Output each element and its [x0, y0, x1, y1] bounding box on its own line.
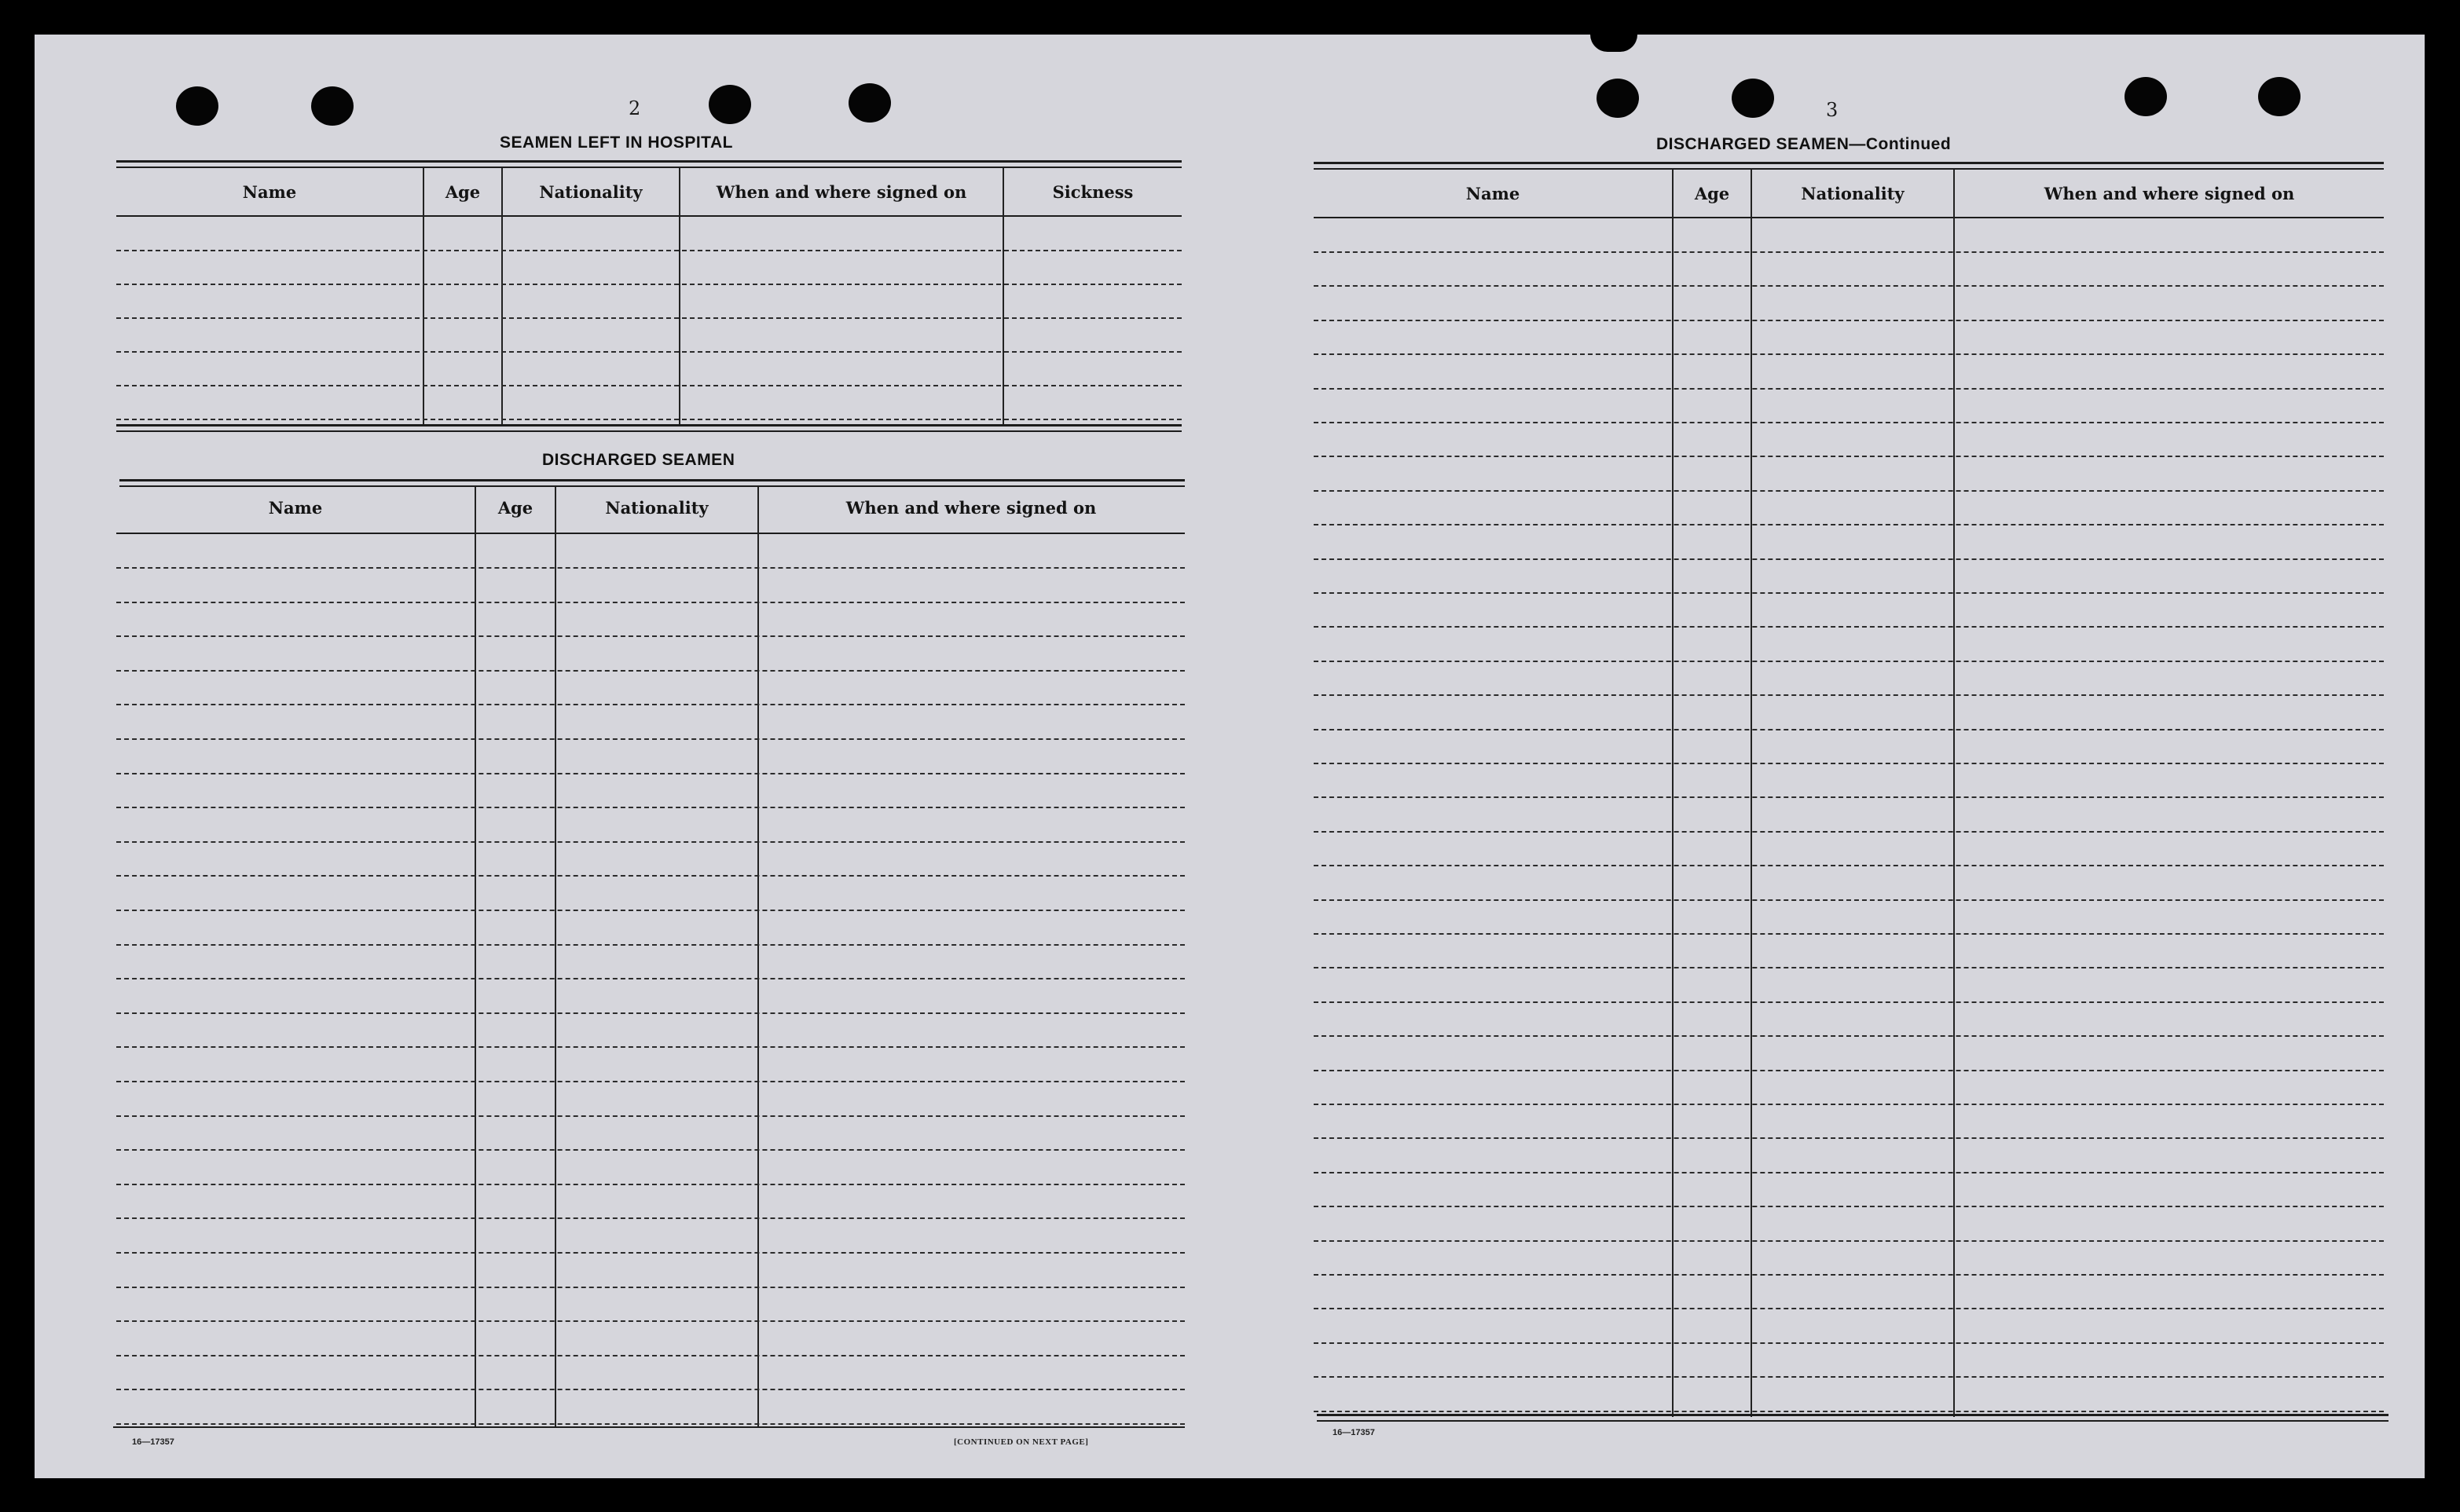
punch-hole	[1597, 79, 1639, 118]
continued-bottom-rule	[1317, 1414, 2389, 1416]
table-row-line	[1314, 865, 2384, 866]
table-row-line	[1314, 422, 2384, 423]
page-number-left: 2	[629, 97, 641, 119]
table-row-line	[1314, 1070, 2384, 1071]
table-row-line	[116, 738, 1185, 740]
table-row-line	[116, 284, 1182, 285]
table-row-line	[116, 875, 1185, 877]
discharged-top-rule	[119, 479, 1185, 481]
section-title-hospital: SEAMEN LEFT IN HOSPITAL	[500, 134, 733, 152]
continued-note: [CONTINUED ON NEXT PAGE]	[954, 1437, 1089, 1447]
table-row-line	[116, 1217, 1185, 1219]
hospital-bottom-rule-2	[116, 430, 1182, 432]
table-row-line	[116, 419, 1182, 420]
table-row-line	[116, 1081, 1185, 1082]
table-row-line	[1314, 1342, 2384, 1344]
hospital-col-when-where: When and where signed on	[716, 182, 967, 202]
hospital-col-name: Name	[242, 182, 297, 202]
table-row-line	[1314, 796, 2384, 798]
table-row-line	[116, 351, 1182, 353]
table-row-line	[116, 670, 1185, 672]
table-row-line	[1314, 1376, 2384, 1378]
table-row-line	[1314, 353, 2384, 355]
continued-col-when-where: When and where signed on	[2044, 184, 2295, 203]
punch-hole	[176, 86, 218, 126]
discharged-col-name: Name	[268, 498, 323, 518]
table-row-line	[1314, 626, 2384, 628]
table-row-line	[116, 1184, 1185, 1185]
discharged-col-nationality: Nationality	[605, 498, 709, 518]
table-row-line	[116, 773, 1185, 774]
table-row-line	[116, 841, 1185, 843]
table-row-line	[1314, 1001, 2384, 1003]
continued-col-name: Name	[1465, 184, 1520, 203]
section-title-discharged-continued: DISCHARGED SEAMEN—Continued	[1656, 135, 1952, 153]
table-row-line	[1314, 558, 2384, 560]
table-row-line	[116, 635, 1185, 637]
table-row-line	[1314, 899, 2384, 901]
discharged-bottom-rule	[113, 1426, 1185, 1428]
hospital-bottom-rule	[116, 424, 1182, 427]
continued-top-rule-2	[1314, 168, 2384, 170]
continued-col-nationality: Nationality	[1801, 184, 1905, 203]
hospital-col-divider	[679, 168, 680, 426]
table-row-line	[116, 1012, 1185, 1014]
paper-tear	[1590, 35, 1637, 52]
punch-hole	[709, 85, 751, 124]
table-row-line	[1314, 1137, 2384, 1139]
continued-header-rule	[1314, 217, 2384, 218]
form-code-left: 16—17357	[132, 1437, 174, 1447]
table-row-line	[1314, 320, 2384, 321]
table-row-line	[1314, 933, 2384, 935]
table-row-line	[116, 602, 1185, 603]
table-row-line	[116, 385, 1182, 386]
table-row-line	[116, 910, 1185, 911]
table-row-line	[1314, 729, 2384, 730]
punch-hole	[2125, 77, 2167, 116]
discharged-col-when-where: When and where signed on	[845, 498, 1097, 518]
table-row-line	[1314, 1240, 2384, 1242]
continued-col-age: Age	[1694, 184, 1730, 203]
table-row-line	[116, 567, 1185, 569]
table-row-line	[1314, 1206, 2384, 1207]
table-row-line	[1314, 967, 2384, 968]
hospital-col-divider	[1003, 168, 1004, 426]
table-row-line	[116, 1252, 1185, 1254]
table-row-line	[1314, 592, 2384, 594]
table-row-line	[116, 1320, 1185, 1322]
discharged-col-age: Age	[497, 498, 533, 518]
punch-hole	[2258, 77, 2301, 116]
table-row-line	[116, 1287, 1185, 1288]
table-row-line	[1314, 388, 2384, 390]
table-row-line	[116, 1149, 1185, 1151]
table-row-line	[116, 944, 1185, 946]
discharged-top-rule-2	[119, 485, 1185, 487]
page-number-right: 3	[1826, 99, 1839, 121]
form-code-right: 16—17357	[1333, 1428, 1375, 1437]
section-title-discharged: DISCHARGED SEAMEN	[542, 451, 735, 469]
hospital-col-divider	[423, 168, 424, 426]
table-row-line	[116, 250, 1182, 251]
hospital-col-age: Age	[445, 182, 481, 202]
continued-col-divider	[1953, 170, 1955, 1417]
hospital-top-rule-2	[116, 167, 1182, 168]
table-row-line	[1314, 251, 2384, 253]
punch-hole	[311, 86, 354, 126]
table-row-line	[1314, 456, 2384, 457]
table-row-line	[1314, 1411, 2384, 1412]
form-sheet	[35, 35, 2425, 1478]
table-row-line	[116, 807, 1185, 808]
table-row-line	[1314, 490, 2384, 492]
table-row-line	[116, 1389, 1185, 1390]
hospital-header-rule	[116, 215, 1182, 217]
continued-top-rule	[1314, 162, 2384, 164]
table-row-line	[116, 1115, 1185, 1117]
table-row-line	[116, 1423, 1185, 1425]
continued-col-divider	[1672, 170, 1674, 1417]
continued-bottom-rule-2	[1317, 1420, 2389, 1422]
table-row-line	[116, 317, 1182, 319]
table-row-line	[1314, 763, 2384, 764]
table-row-line	[1314, 285, 2384, 287]
table-row-line	[1314, 1274, 2384, 1276]
punch-hole	[1732, 79, 1774, 118]
punch-hole	[849, 83, 891, 123]
hospital-col-nationality: Nationality	[539, 182, 643, 202]
hospital-top-rule	[116, 160, 1182, 163]
table-row-line	[1314, 524, 2384, 525]
table-row-line	[116, 704, 1185, 705]
table-row-line	[1314, 831, 2384, 833]
hospital-col-divider	[501, 168, 503, 426]
table-row-line	[1314, 694, 2384, 696]
table-row-line	[116, 1046, 1185, 1048]
table-row-line	[1314, 1308, 2384, 1309]
table-row-line	[116, 1355, 1185, 1356]
continued-col-divider	[1751, 170, 1752, 1417]
table-row-line	[116, 978, 1185, 979]
table-row-line	[1314, 1104, 2384, 1105]
discharged-header-rule	[116, 533, 1185, 534]
table-row-line	[1314, 1172, 2384, 1173]
hospital-col-sickness: Sickness	[1052, 182, 1134, 202]
table-row-line	[1314, 661, 2384, 662]
table-row-line	[1314, 1035, 2384, 1037]
